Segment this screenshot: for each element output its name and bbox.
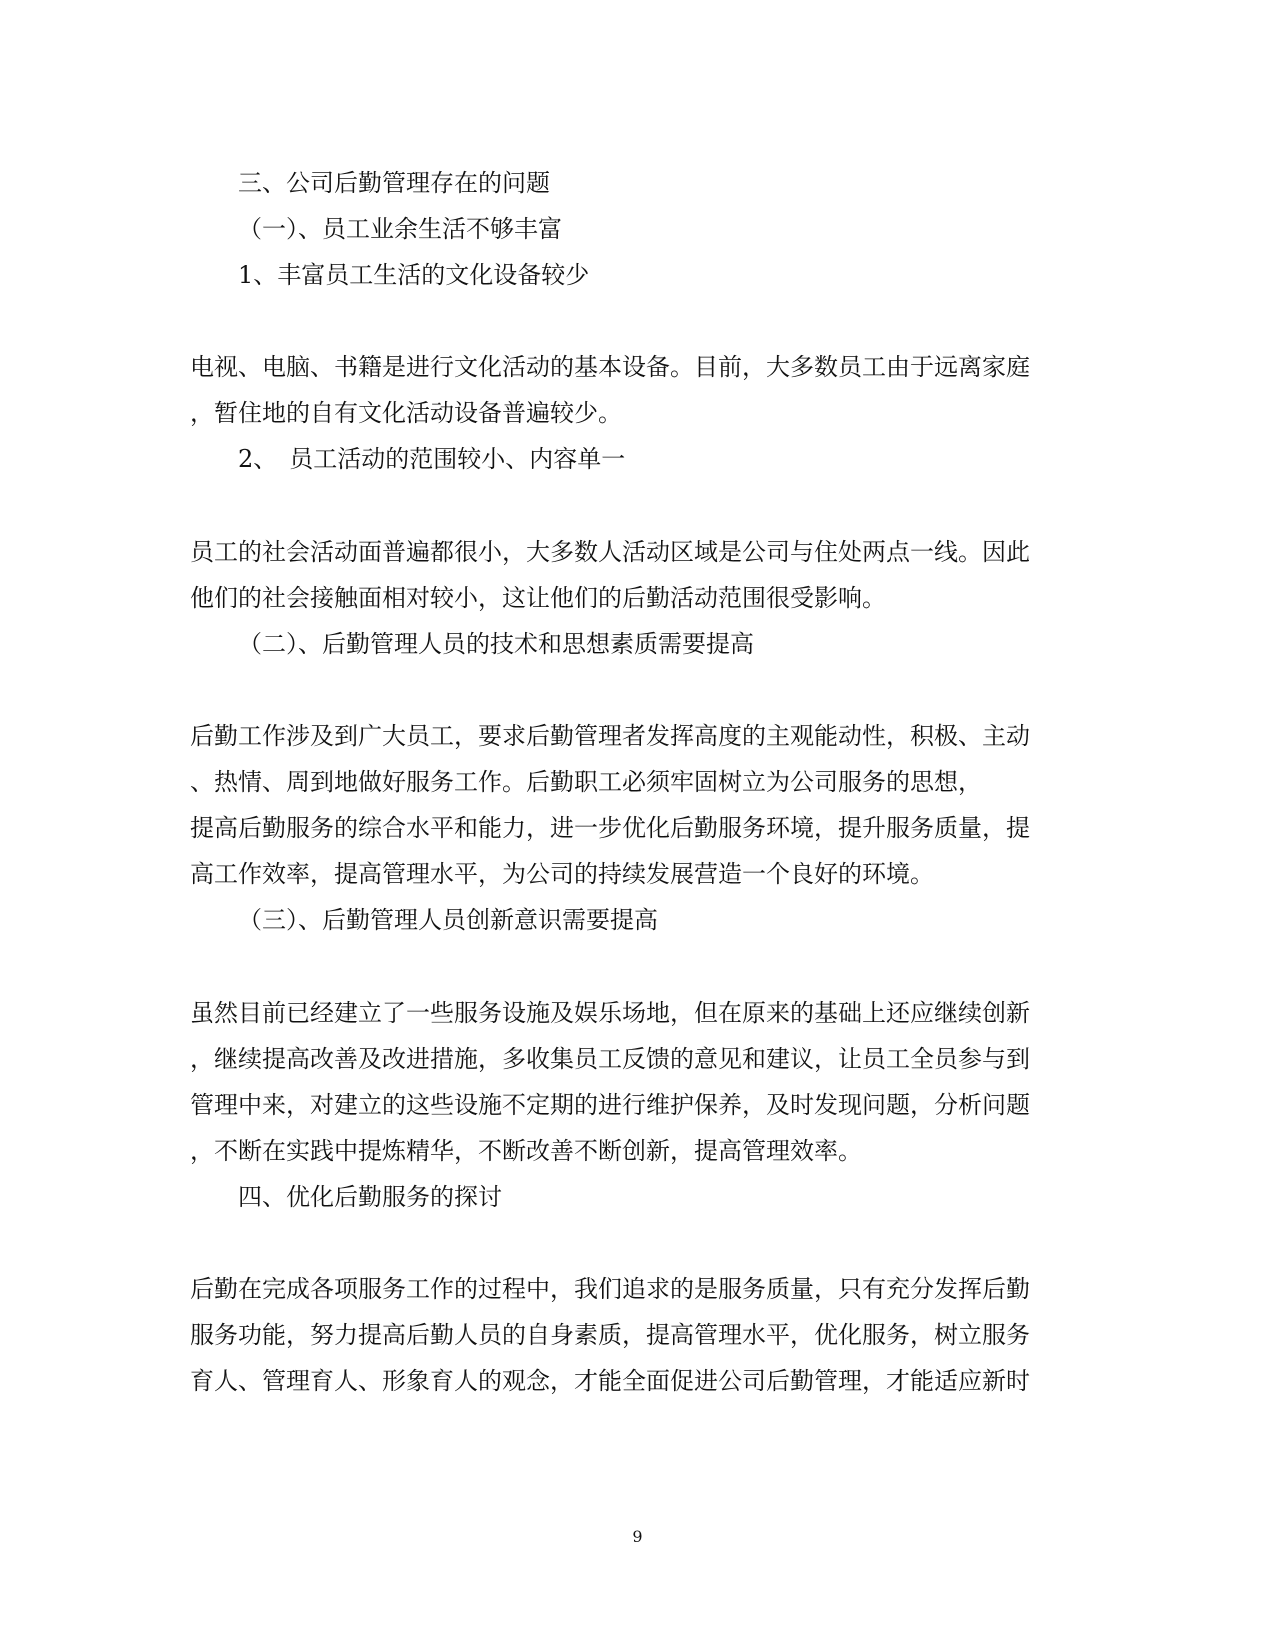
paragraph-line: 电视、电脑、书籍是进行文化活动的基本设备。目前，大多数员工由于远离家庭 — [190, 353, 1030, 381]
paragraph-line: 后勤在完成各项服务工作的过程中，我们追求的是服务质量，只有充分发挥后勤 — [190, 1275, 1030, 1303]
paragraph-line: 虽然目前已经建立了一些服务设施及娱乐场地，但在原来的基础上还应继续创新 — [190, 999, 1030, 1027]
paragraph-line: 员工的社会活动面普遍都很小，大多数人活动区域是公司与住处两点一线。因此 — [190, 538, 1030, 566]
subsection-heading: （三）、后勤管理人员创新意识需要提高 — [238, 906, 658, 934]
paragraph-line: 他们的社会接触面相对较小，这让他们的后勤活动范围很受影响。 — [190, 584, 886, 612]
paragraph-line: ，暂住地的自有文化活动设备普遍较少。 — [190, 399, 622, 427]
paragraph-line: 、热情、周到地做好服务工作。后勤职工必须牢固树立为公司服务的思想， — [190, 768, 982, 796]
subsection-heading: （一）、员工业余生活不够丰富 — [238, 215, 562, 243]
paragraph-line: 育人、管理育人、形象育人的观念，才能全面促进公司后勤管理，才能适应新时 — [190, 1367, 1030, 1395]
item-heading: 1、丰富员工生活的文化设备较少 — [238, 261, 590, 289]
paragraph-line: 后勤工作涉及到广大员工，要求后勤管理者发挥高度的主观能动性，积极、主动 — [190, 722, 1030, 750]
section-heading: 四、优化后勤服务的探讨 — [238, 1183, 502, 1211]
paragraph-line: ，不断在实践中提炼精华，不断改善不断创新，提高管理效率。 — [190, 1137, 862, 1165]
section-heading: 三、公司后勤管理存在的问题 — [238, 169, 550, 197]
item-heading: 2、 员工活动的范围较小、内容单一 — [238, 445, 626, 473]
page-number: 9 — [632, 1527, 643, 1546]
paragraph-line: 提高后勤服务的综合水平和能力，进一步优化后勤服务环境，提升服务质量，提 — [190, 814, 1030, 842]
paragraph-line: 高工作效率，提高管理水平，为公司的持续发展营造一个良好的环境。 — [190, 860, 934, 888]
paragraph-line: ，继续提高改善及改进措施，多收集员工反馈的意见和建议，让员工全员参与到 — [190, 1045, 1030, 1073]
paragraph-line: 服务功能，努力提高后勤人员的自身素质，提高管理水平，优化服务，树立服务 — [190, 1321, 1030, 1349]
paragraph-line: 管理中来，对建立的这些设施不定期的进行维护保养，及时发现问题，分析问题 — [190, 1091, 1030, 1119]
subsection-heading: （二）、后勤管理人员的技术和思想素质需要提高 — [238, 630, 754, 658]
